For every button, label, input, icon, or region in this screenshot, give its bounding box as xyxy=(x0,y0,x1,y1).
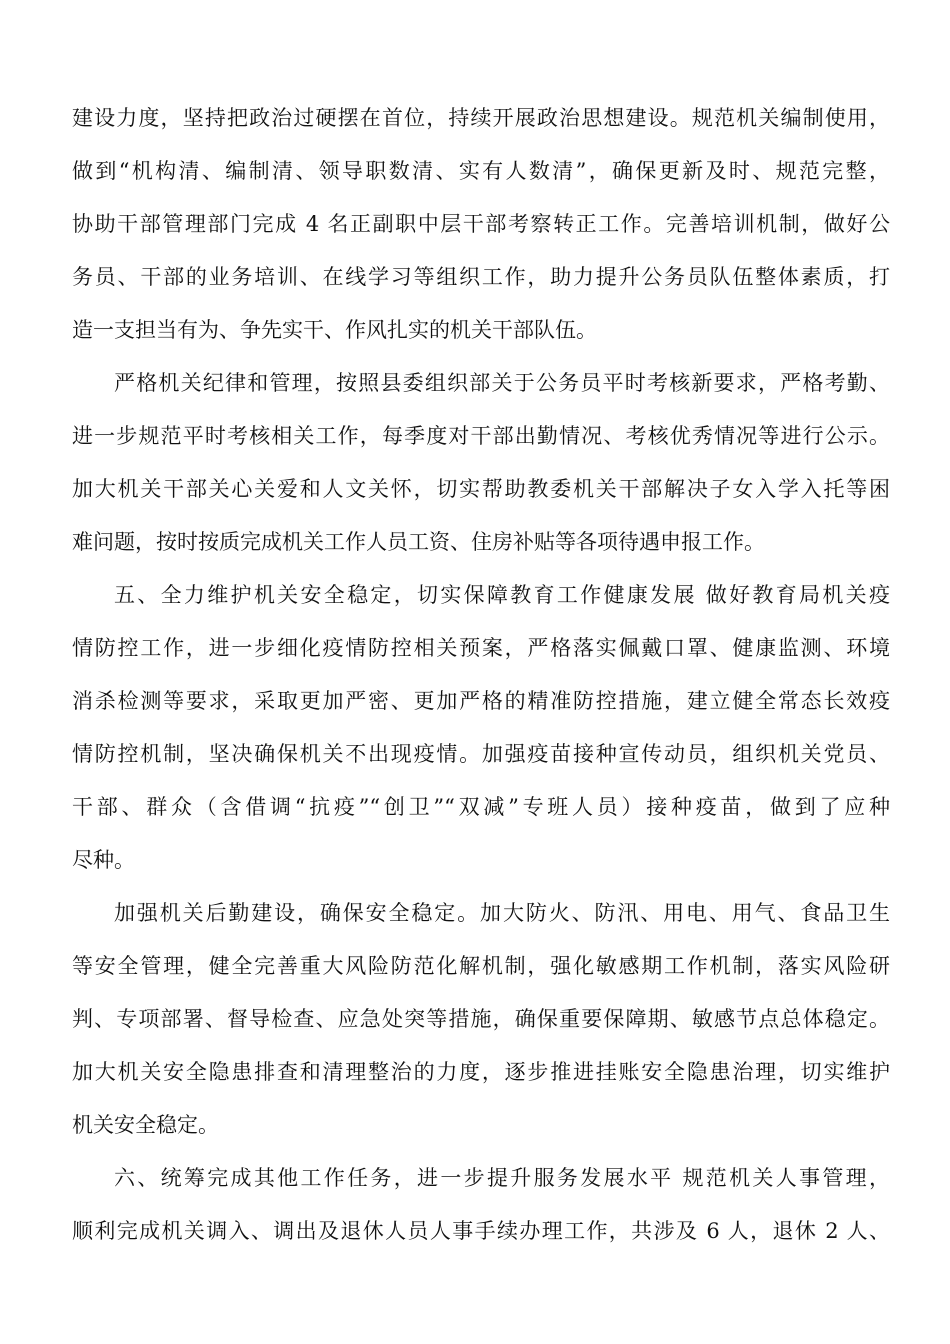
text-line: 务员、干部的业务培训、在线学习等组织工作，助力提升公务员队伍整体素质，打 xyxy=(72,265,890,289)
paragraph-3 xyxy=(72,569,890,887)
text-line: 严格机关纪律和管理，按照县委组织部关于公务员平时考核新要求，严格考勤、 xyxy=(114,371,890,395)
text-line: 难问题，按时按质完成机关工作人员工资、住房补贴等各项待遇申报工作。 xyxy=(72,530,765,554)
text-line: 加强机关后勤建设，确保安全稳定。加大防火、防汛、用电、用气、食品卫生 xyxy=(114,901,890,925)
text-line: 顺利完成机关调入、调出及退休人员人事手续办理工作，共涉及 6 人，退休 2 人、 xyxy=(72,1219,890,1243)
paragraph-4 xyxy=(72,887,890,1152)
text-line: 做到“机构清、编制清、领导职数清、实有人数清”，确保更新及时、规范完整， xyxy=(72,159,890,183)
text-line: 造一支担当有为、争先实干、作风扎实的机关干部队伍。 xyxy=(72,318,597,342)
text-line: 判、专项部署、督导检查、应急处突等措施，确保重要保障期、敏感节点总体稳定。 xyxy=(72,1007,890,1031)
text-line: 加大机关安全隐患排查和清理整治的力度，逐步推进挂账安全隐患治理，切实维护 xyxy=(72,1060,890,1084)
text-line: 机关安全稳定。 xyxy=(72,1113,219,1137)
text-line: 加大机关干部关心关爱和人文关怀，切实帮助教委机关干部解决子女入学入托等困 xyxy=(72,477,890,501)
paragraph-5 xyxy=(72,1152,890,1258)
text-line: 协助干部管理部门完成 4 名正副职中层干部考察转正工作。完善培训机制，做好公 xyxy=(72,212,890,236)
text-line: 消杀检测等要求，采取更加严密、更加严格的精准防控措施，建立健全常态长效疫 xyxy=(72,689,890,713)
paragraph-2 xyxy=(72,357,890,569)
text-line: 情防控机制，坚决确保机关不出现疫情。加强疫苗接种宣传动员，组织机关党员、 xyxy=(72,742,890,766)
text-line: 干部、群众（含借调“抗疫”“创卫”“双减”专班人员）接种疫苗，做到了应种 xyxy=(72,795,890,819)
text-line: 五、全力维护机关安全稳定，切实保障教育工作健康发展 做好教育局机关疫 xyxy=(114,583,890,607)
paragraph-1 xyxy=(72,92,890,357)
text-line: 情防控工作，进一步细化疫情防控相关预案，严格落实佩戴口罩、健康监测、环境 xyxy=(72,636,890,660)
text-line: 六、统筹完成其他工作任务，进一步提升服务发展水平 规范机关人事管理， xyxy=(114,1166,890,1190)
text-line: 尽种。 xyxy=(72,848,135,872)
text-line: 进一步规范平时考核相关工作，每季度对干部出勤情况、考核优秀情况等进行公示。 xyxy=(72,424,890,448)
text-line: 等安全管理，健全完善重大风险防范化解机制，强化敏感期工作机制，落实风险研 xyxy=(72,954,890,978)
document-page xyxy=(72,92,890,1258)
text-line: 建设力度，坚持把政治过硬摆在首位，持续开展政治思想建设。规范机关编制使用， xyxy=(72,106,890,130)
